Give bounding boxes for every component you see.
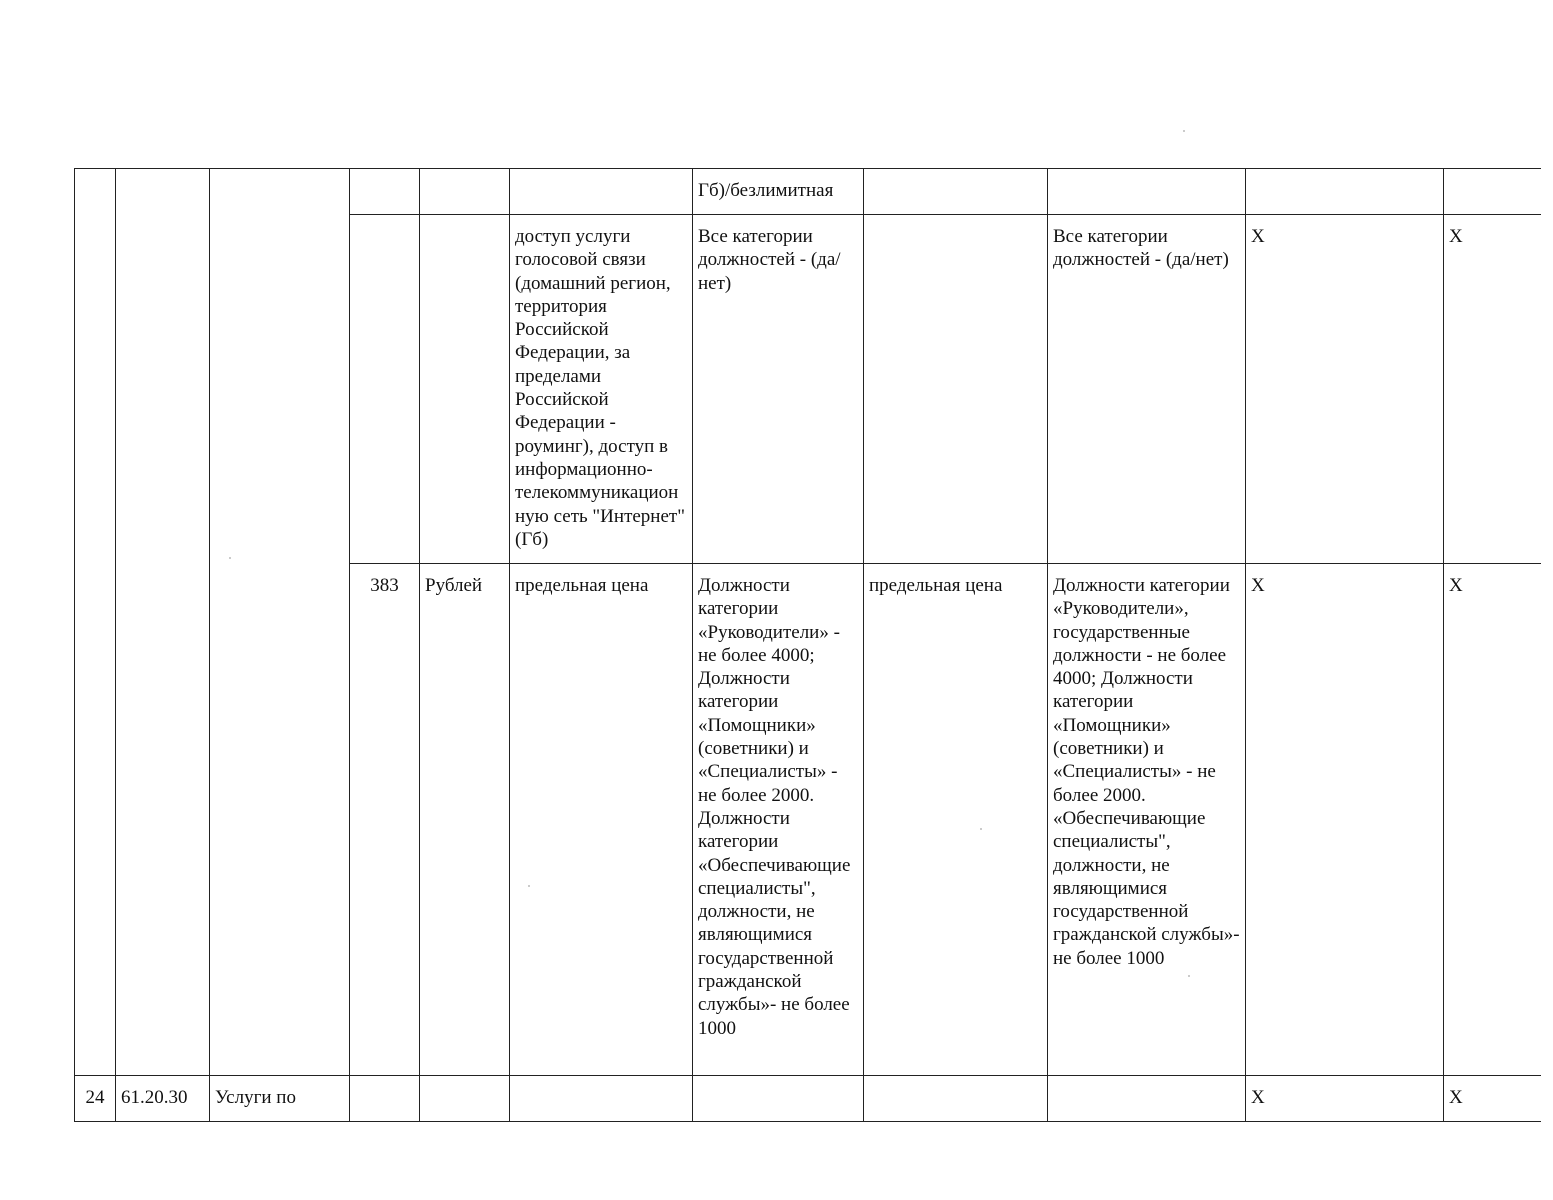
- cell-characteristic: [510, 169, 693, 215]
- cell-unit: Рублей: [420, 564, 510, 1076]
- scan-speck: [229, 557, 231, 559]
- cell-service-name: [210, 169, 350, 1076]
- table-row: [75, 169, 1541, 215]
- cell-unit: [420, 1076, 510, 1122]
- scan-speck: [980, 828, 982, 830]
- scan-speck: [1183, 130, 1185, 132]
- cell-value-2: [1048, 169, 1246, 215]
- cell-okei-code: [350, 215, 420, 564]
- cell-justification: Х: [1246, 215, 1444, 564]
- cell-characteristic-2: предельная цена: [864, 564, 1048, 1076]
- cell-value-2: Должности категории «Руководители», государственные должности - не более 4000; Должности категории «Помощники» (советники) и «Специалисты» - не более 2000. «Обеспечивающие специалисты", должности, не являющимися государственной гражданской службы»- не более 1000: [1048, 564, 1246, 1076]
- cell-value: Все категории должностей - (да/нет): [693, 215, 864, 564]
- cell-value-2: [1048, 1076, 1246, 1122]
- cell-number: 24: [75, 1076, 116, 1122]
- cell-okei-code: 383: [350, 564, 420, 1076]
- cell-service-name: Услуги по: [210, 1076, 350, 1122]
- cell-value: Должности категории «Руководители» - не более 4000; Должности категории «Помощники» (советники) и «Специалисты» - не более 2000. Должности категории «Обеспечивающие специалисты", должности, не являющимися государственной гражданской службы»- не более 1000: [693, 564, 864, 1076]
- scan-speck: [1188, 975, 1190, 977]
- cell-justification: Х: [1246, 564, 1444, 1076]
- cell-characteristic: доступ услуги голосовой связи (домашний регион, территория Российской Федерации, за пределами Российской Федерации - роуминг), доступ в информационно-телекоммуникационную сеть "Интернет" (Гб): [510, 215, 693, 564]
- table-row: [75, 1076, 1541, 1122]
- cell-value: [693, 1076, 864, 1122]
- cell-characteristic: [510, 1076, 693, 1122]
- cell-number: [75, 169, 116, 1076]
- requirements-table: [74, 168, 1541, 1122]
- cell-characteristic-2: [864, 169, 1048, 215]
- cell-justification: Х: [1246, 1076, 1444, 1122]
- scan-speck: [528, 885, 530, 887]
- cell-functional-purpose: Х: [1444, 1076, 1541, 1122]
- cell-functional-purpose: Х: [1444, 564, 1541, 1076]
- cell-characteristic-2: [864, 215, 1048, 564]
- cell-okei-code: [350, 169, 420, 215]
- cell-characteristic: предельная цена: [510, 564, 693, 1076]
- cell-justification: [1246, 169, 1444, 215]
- cell-okpd-code: [116, 169, 210, 1076]
- cell-unit: [420, 215, 510, 564]
- cell-value-2: Все категории должностей - (да/нет): [1048, 215, 1246, 564]
- cell-functional-purpose: [1444, 169, 1541, 215]
- cell-value: Гб)/безлимитная: [693, 169, 864, 215]
- cell-okei-code: [350, 1076, 420, 1122]
- cell-characteristic-2: [864, 1076, 1048, 1122]
- cell-unit: [420, 169, 510, 215]
- cell-functional-purpose: Х: [1444, 215, 1541, 564]
- cell-okpd-code: 61.20.30: [116, 1076, 210, 1122]
